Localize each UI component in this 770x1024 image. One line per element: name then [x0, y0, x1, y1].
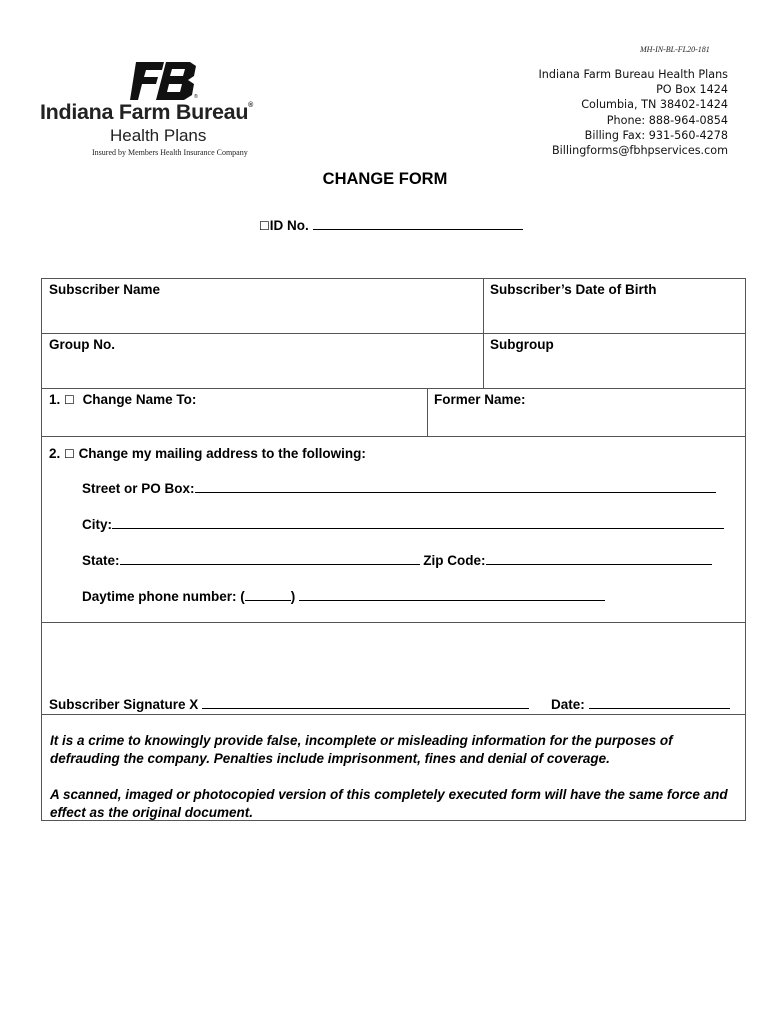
address-line: Columbia, TN 38402-1424 [581, 98, 728, 112]
svg-text:®: ® [194, 94, 198, 100]
table-border-top [41, 278, 746, 279]
divider [41, 333, 746, 334]
street-row [82, 481, 716, 496]
signature-row [49, 697, 529, 712]
signature-field[interactable] [202, 697, 529, 709]
address-line: Billing Fax: 931-560-4278 [584, 128, 728, 142]
id-number-row [259, 218, 523, 233]
city-field[interactable] [112, 517, 724, 529]
subscriber-dob-field[interactable]: Subscriber’s Date of Birth [490, 282, 657, 297]
phone-row [82, 589, 605, 604]
id-checkbox[interactable]: ☐ [259, 219, 270, 233]
phone-label: Daytime phone number: ( [82, 589, 245, 604]
id-number-field[interactable] [313, 218, 523, 230]
state-label: State: [82, 553, 120, 568]
item-number: 2. [49, 446, 61, 461]
state-field[interactable] [120, 553, 420, 565]
address-line: Indiana Farm Bureau Health Plans [538, 68, 728, 81]
scan-notice: A scanned, imaged or photocopied version of this completely executed form will have the same force and effect as the original document. [50, 787, 728, 820]
logo-subtitle: Health Plans [110, 126, 207, 145]
change-address-label: Change my mailing address to the following: [78, 446, 366, 461]
column-divider [427, 388, 428, 436]
subgroup-field[interactable]: Subgroup [490, 337, 554, 352]
city-label: City: [82, 517, 112, 532]
change-name-label: Change Name To: [82, 392, 197, 407]
address-line: Billingforms@fbhpservices.com [552, 144, 728, 158]
company-logo [130, 62, 200, 100]
zip-label: Zip Code: [423, 553, 486, 568]
address-line: Phone: 888-964-0854 [606, 113, 728, 127]
change-address-checkbox[interactable]: ☐ [64, 447, 75, 461]
form-code: MH-IN-BL-FL20-181 [640, 45, 710, 54]
date-row [551, 697, 730, 712]
change-name-row [49, 392, 196, 407]
table-border-left [41, 278, 42, 821]
phone-number-field[interactable] [299, 589, 605, 601]
zip-field[interactable] [486, 553, 712, 565]
area-code-field[interactable] [245, 589, 291, 601]
table-border-right [745, 278, 746, 821]
street-field[interactable] [195, 481, 716, 493]
change-address-row [49, 446, 366, 461]
item-number: 1. [49, 392, 61, 407]
change-name-checkbox[interactable]: ☐ [64, 393, 75, 407]
logo-tagline: Insured by Members Health Insurance Company [92, 148, 248, 157]
date-field[interactable] [589, 697, 730, 709]
date-label: Date: [551, 697, 585, 712]
subscriber-name-field[interactable]: Subscriber Name [49, 282, 161, 297]
group-number-field[interactable]: Group No. [49, 337, 115, 352]
fb-logo-mark [130, 62, 200, 100]
column-divider [483, 278, 484, 388]
divider [41, 622, 746, 623]
id-label: ID No. [269, 218, 309, 233]
former-name-field[interactable]: Former Name: [434, 392, 526, 407]
street-label: Street or PO Box: [82, 481, 195, 496]
signature-label: Subscriber Signature X [49, 697, 199, 712]
state-zip-row [82, 553, 712, 568]
phone-paren: ) [290, 589, 296, 604]
address-line: PO Box 1424 [656, 83, 728, 97]
fraud-warning: It is a crime to knowingly provide false, incomplete or misleading information for the purposes of defrauding the company. Penalties include imprisonment, fines and denial of coverage. [50, 733, 673, 766]
city-row [82, 517, 724, 532]
divider [41, 714, 746, 715]
company-address [538, 67, 728, 158]
logo-name: Indiana Farm Bureau® [40, 100, 254, 124]
page-title: CHANGE FORM [322, 170, 448, 188]
divider [41, 436, 746, 437]
divider [41, 388, 746, 389]
